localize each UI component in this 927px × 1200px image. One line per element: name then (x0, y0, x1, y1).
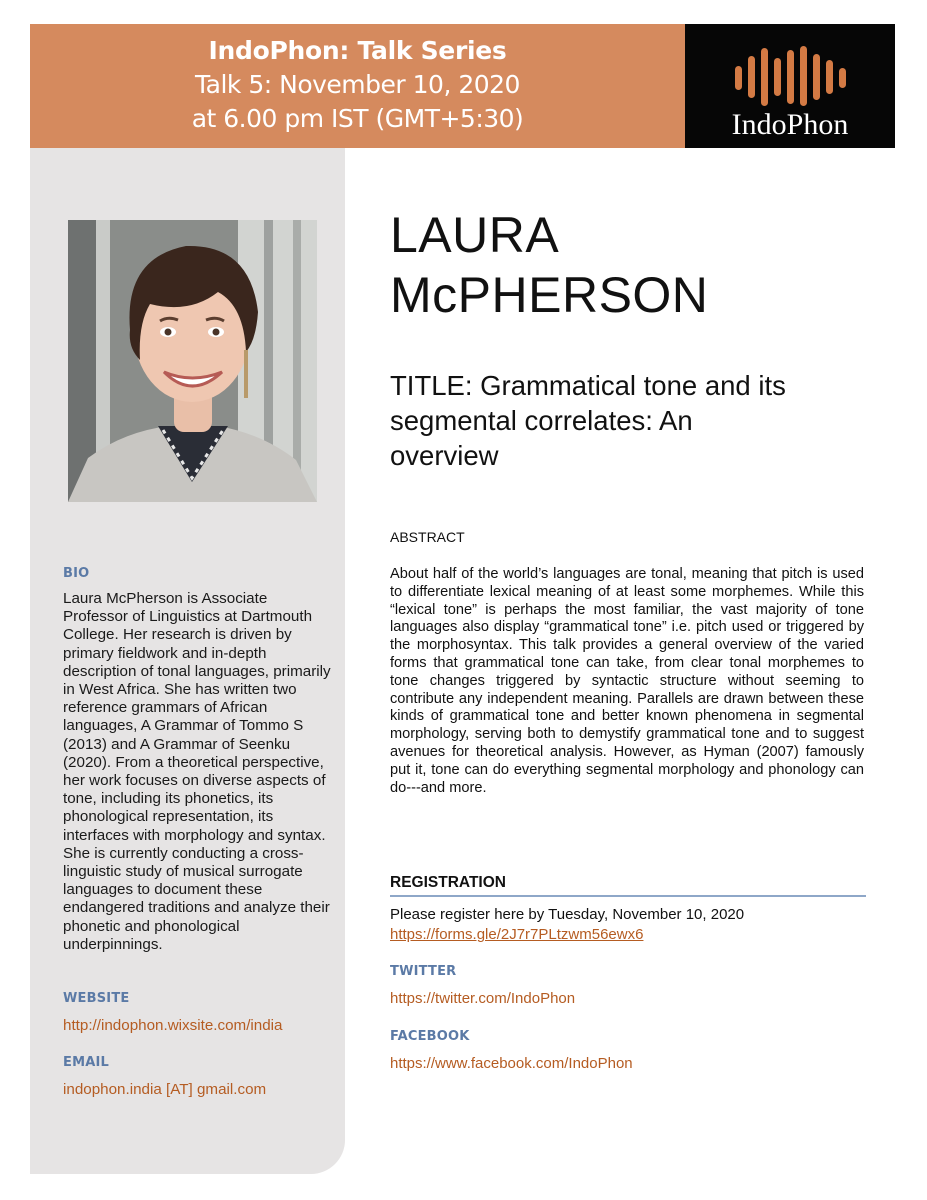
email-address[interactable]: indophon.india [AT] gmail.com (63, 1081, 267, 1098)
registration-heading: REGISTRATION (390, 874, 866, 897)
twitter-link[interactable]: https://twitter.com/IndoPhon (390, 990, 576, 1007)
registration-text: Please register here by Tuesday, November 10, 2020 (390, 906, 745, 923)
facebook-link[interactable]: https://www.facebook.com/IndoPhon (390, 1055, 633, 1072)
twitter-heading: TWITTER (390, 964, 457, 979)
speaker-last-name: McPHERSON (390, 267, 709, 323)
logo-text: IndoPhon (731, 108, 849, 141)
talk-number-date: Talk 5: November 10, 2020 (195, 70, 520, 99)
bio-heading: BIO (63, 566, 90, 581)
talk-title-line: segmental correlates: An (390, 405, 693, 436)
talk-title (390, 368, 850, 473)
registration-link[interactable]: https://forms.gle/2J7r7PLtzwm56ewx6 (390, 926, 644, 943)
talk-title-line: TITLE: Grammatical tone and its (390, 370, 786, 401)
speaker-name (390, 205, 708, 325)
series-title: IndoPhon: Talk Series (208, 36, 507, 65)
speaker-first-name: LAURA (390, 207, 560, 263)
facebook-heading: FACEBOOK (390, 1029, 470, 1044)
email-heading: EMAIL (63, 1055, 109, 1070)
talk-time: at 6.00 pm IST (GMT+5:30) (191, 104, 524, 133)
website-heading: WEBSITE (63, 991, 130, 1006)
bio-text: Laura McPherson is Associate Professor of Linguistics at Dartmouth College. Her research is driven by primary fieldwork and in-depth description of tonal languages, primarily in West Africa. She has written two reference grammars of African languages, A Grammar of Tommo S (2013) and A Grammar of Seenku (2020). From a theoretical perspective, her work focuses on diverse aspects of tone, including its phonetics, its phonological representation, its interfaces with morphology and syntax. She is currently conducting a cross-linguistic study of musical surrogate languages to document these endangered traditions and analyze their phonetic and phonological underpinnings. (63, 590, 331, 953)
website-link[interactable]: http://indophon.wixsite.com/india (63, 1017, 283, 1034)
abstract-text: About half of the world’s languages are tonal, meaning that pitch is used to differentiate lexical meaning of at least some morphemes. While this “lexical tone” is perhaps the most familiar, the vast majority of tone languages also display “grammatical tone” i.e. pitch used or triggered by the morphosyntax. This talk provides a general overview of the varied forms that grammatical tone can take, from clear tonal morphemes to tone changes triggered by syntactic structure without seeming to contribute any independent meaning. Parallels are drawn between these kinds of grammatical tone and better known phenomena in segmental morphology, serving both to demystify grammatical tone and to suggest avenues for theoretical analysis. However, as Hyman (2007) famously put it, tone can do everything segmental morphology and phonology can do---and more. (390, 566, 864, 796)
sound-wave-bars-icon (685, 46, 895, 106)
indophon-logo (685, 24, 895, 148)
talk-title-line: overview (390, 440, 499, 471)
header-text-block (30, 34, 685, 136)
abstract-label: ABSTRACT (390, 529, 465, 545)
speaker-photo (68, 220, 317, 502)
